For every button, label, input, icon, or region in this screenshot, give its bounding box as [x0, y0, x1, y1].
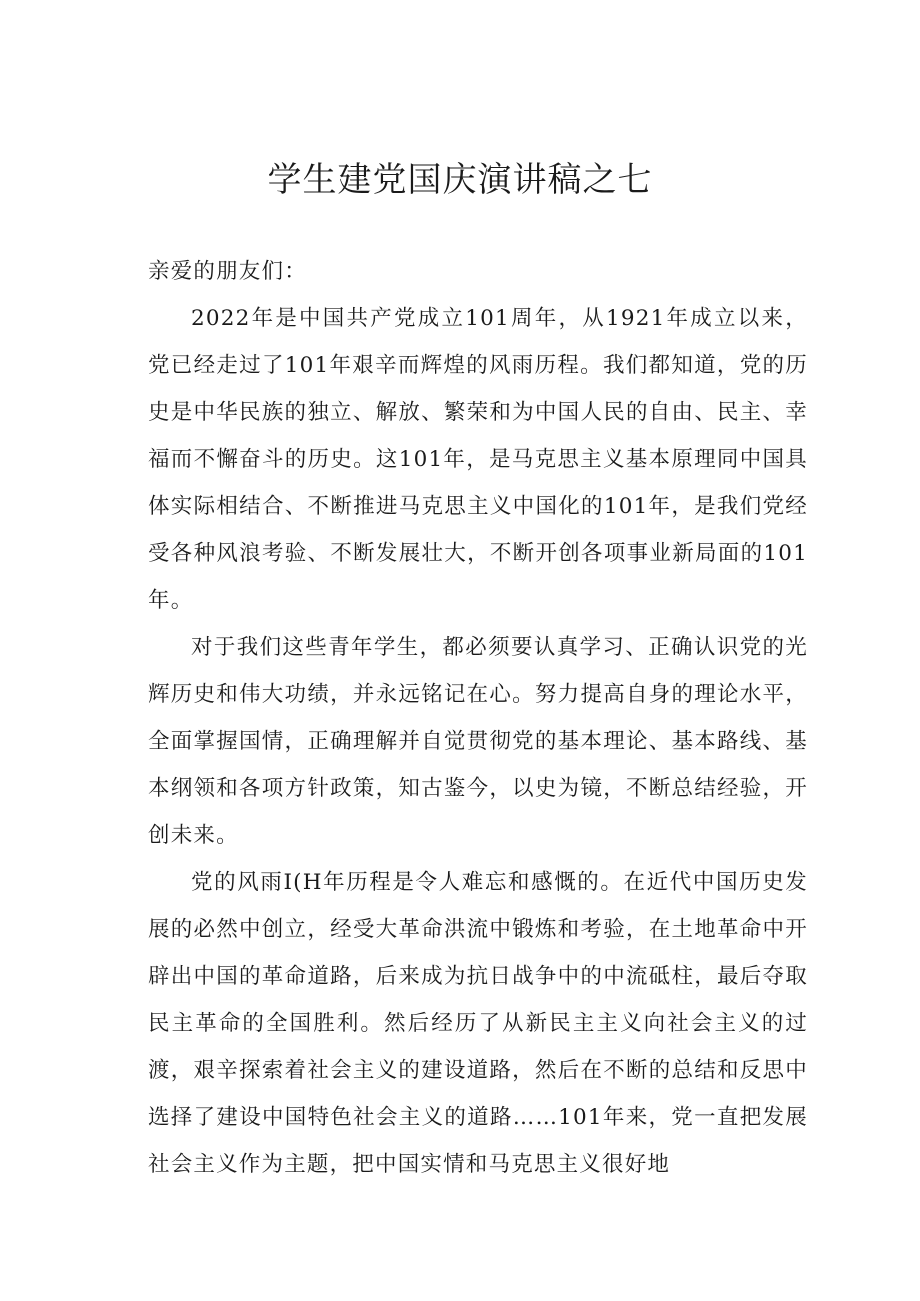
document-body — [148, 248, 808, 1188]
paragraph: 对于我们这些青年学生，都必须要认真学习、正确认识党的光辉历史和伟大功绩，并永远铭记在心。努力提高自身的理论水平，全面掌握国情，正确理解并自觉贯彻党的基本理论、基本路线、基本纲领和各项方针政策，知古鉴今，以史为镜，不断总结经验，开创未来。 — [148, 635, 808, 848]
page-title: 学生建党国庆演讲稿之七 — [267, 160, 653, 200]
paragraph: 2022年是中国共产党成立101周年，从1921年成立以来，党已经走过了101年艰辛而辉煌的风雨历程。我们都知道，党的历史是中华民族的独立、解放、繁荣和为中国人民的自由、民主、幸福而不懈奋斗的历史。这101年，是马克思主义基本原理同中国具体实际相结合、不断推进马克思主义中国化的101年，是我们党经受各种风浪考验、不断发展壮大，不断开创各项事业新局面的101年。 — [148, 306, 808, 613]
salutation: 亲爱的朋友们： — [148, 259, 307, 284]
paragraph: 党的风雨I(H年历程是令人难忘和感慨的。在近代中国历史发展的必然中创立，经受大革命洪流中锻炼和考验，在土地革命中开辟出中国的革命道路，后来成为抗日战争中的中流砥柱，最后夺取民主革命的全国胜利。然后经历了从新民主主义向社会主义的过渡，艰辛探索着社会主义的建设道路，然后在不断的总结和反思中选择了建设中国特色社会主义的道路……101年来，党一直把发展社会主义作为主题，把中国实情和马克思主义很好地 — [148, 870, 808, 1177]
